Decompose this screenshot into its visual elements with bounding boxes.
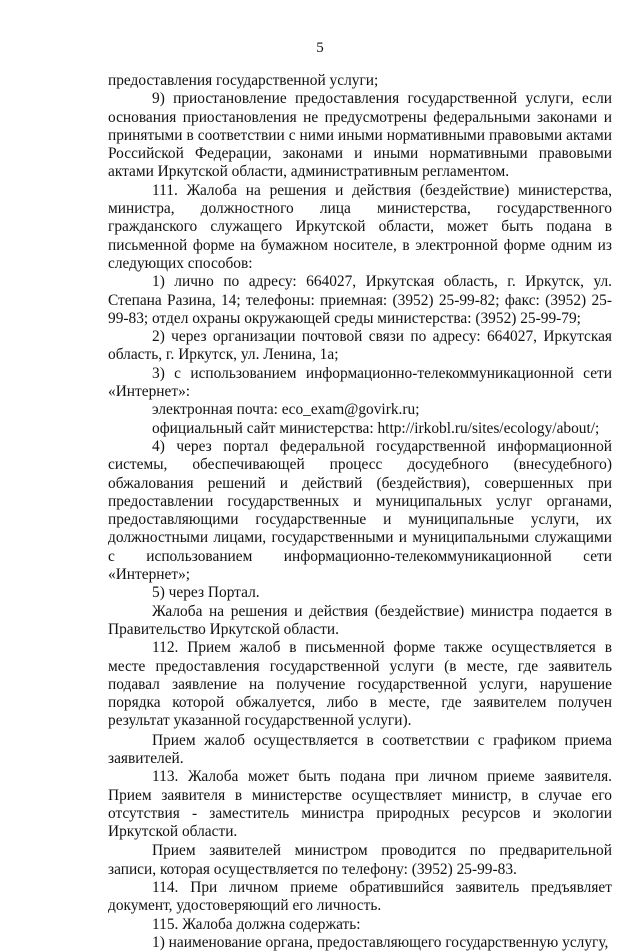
paragraph-111-item-2: 2) через организации почтовой связи по адресу: 664027, Иркутская область, г. Иркутск, ул. Ленина, 1а; (108, 328, 612, 364)
paragraph-111: 111. Жалоба на решения и действия (бездействие) министерства, министра, должностного лица министерства, государственного гражданского служащего Иркутской области, может быть подана в письменной форме на бумажном носителе, в электронной форме одним из следующих способов: (108, 181, 612, 272)
paragraph-113-appointment: Прием заявителей министром проводится по предварительной записи, которая осуществляется по телефону: (3952) 25-99-83. (108, 842, 612, 878)
paragraph-minister-complaint: Жалоба на решения и действия (бездействие) министра подается в Правительство Иркутской области. (108, 602, 612, 638)
paragraph-114: 114. При личном приеме обратившийся заявитель предъявляет документ, удостоверяющий его личность. (108, 879, 612, 915)
paragraph-111-item-5: 5) через Портал. (152, 584, 260, 602)
paragraph-112: 112. Прием жалоб в письменной форме также осуществляется в месте предоставления государственной услуги (в месте, где заявитель подавал заявление на получение государственной услуги, нарушение порядка которой обжалуется, либо в месте, где заявителем получен результат указанной государственной услуги). (108, 639, 612, 730)
paragraph-111-item-3: 3) с использованием информационно-телекоммуникационной сети «Интернет»: (108, 364, 612, 401)
email-line: электронная почта: eco_exam@govirk.ru; (152, 401, 420, 419)
paragraph-111-item-4: 4) через портал федеральной государственной информационной системы, обеспечивающей процесс досудебного (внесудебного) обжалования решений и действий (бездействия), совершенных при предоставлении государственных и муниципальных услуг органами, предоставляющими государственные и муниципальные услуги, их должностными лицами, государственными и муниципальными служащими с использованием информационно-телекоммуникационной сети «Интернет»; (108, 437, 612, 584)
page-number: 5 (316, 40, 324, 56)
paragraph-111-item-1: 1) лично по адресу: 664027, Иркутская область, г. Иркутск, ул. Степана Разина, 14; телефоны: приемная: (3952) 25-99-82; факс: (3952) 25-99-83; отдел охраны окружающей среды министерства: (3952) 25-99-79; (108, 273, 612, 327)
paragraph-112-schedule: Прием жалоб осуществляется в соответствии с графиком приема заявителей. (108, 731, 612, 767)
website-line: официальный сайт министерства: http://irkobl.ru/sites/ecology/about/; (152, 419, 600, 437)
paragraph-continuation: предоставления государственной услуги; (108, 72, 379, 89)
document-body (108, 72, 612, 952)
paragraph-113: 113. Жалоба может быть подана при личном приеме заявителя. Прием заявителя в министерстве осуществляет министр, в случае его отсутствия - заместитель министра природных ресурсов и экологии Иркутской области. (108, 768, 612, 841)
paragraph-115-item-1: 1) наименование органа, предоставляющего государственную услугу, (152, 933, 609, 951)
paragraph-115: 115. Жалоба должна содержать: (152, 915, 361, 933)
paragraph-item-9: 9) приостановление предоставления государственной услуги, если основания приостановления не предусмотрены федеральными законами и принятыми в соответствии с ними иными нормативными правовыми актами Российской Федерации, законами и иными нормативными правовыми актами Иркутской области, административным регламентом. (108, 90, 612, 181)
